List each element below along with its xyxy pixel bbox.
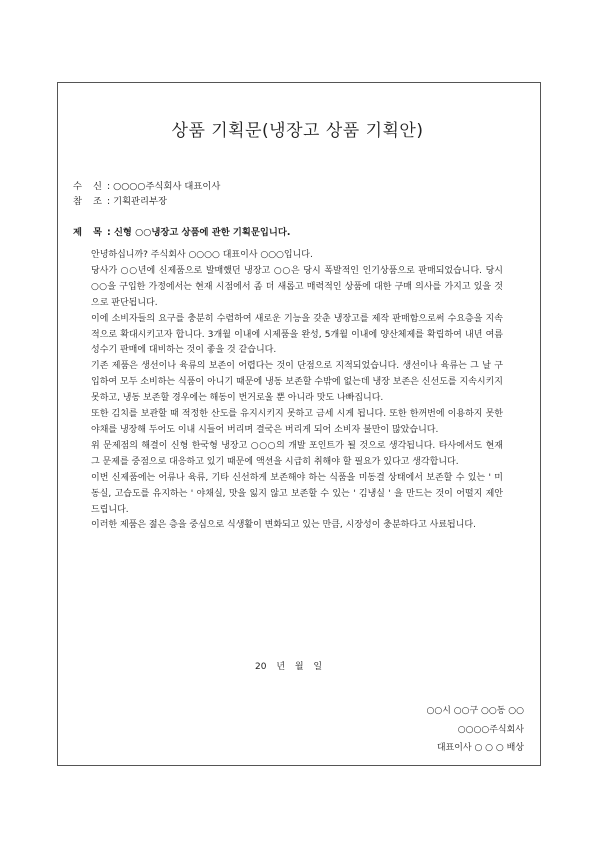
paragraph: 위 문제점의 해결이 신형 한국형 냉장고 ○○○의 개발 포인트가 될 것으로 생각됩니다. 타사에서도 현재 그 문제를 중점으로 대응하고 있기 때문에 액션을 시급히 취해야 할 필요가 있다고 생각합니다. bbox=[91, 440, 503, 467]
signature-company: ○○○○주식회사 bbox=[457, 725, 524, 735]
paragraph: 또한 김치를 보관할 때 적정한 산도를 유지시키지 못하고 금세 시게 됩니다. 또한 한꺼번에 이용하지 못한 야채를 냉장해 두어도 이내 시들어 버리며 결국은 버리게 되어 소비자 불만이 많았습니다. bbox=[91, 409, 503, 435]
recipient-key-a: 수 bbox=[73, 181, 82, 192]
subject-value: : 신형 ○○냉장고 상품에 관한 기획문입니다. bbox=[107, 227, 291, 238]
date-line: 20 년 월 일 bbox=[255, 662, 323, 672]
paragraph: 이에 소비자들의 요구를 충분히 수렴하여 새로운 기능을 갖춘 냉장고를 제작 판매함으로써 수요층을 지속적으로 확대시키고자 합니다. 3개월 이내에 시제품을 완성, 5개월 이내에 양산체제를 확립하여 내년 여름 성수기 판매에 대비하는 것이 좋을 것 같습니다. bbox=[91, 313, 503, 356]
signature-address: ○○시 ○○구 ○○동 ○○ bbox=[426, 706, 524, 716]
paragraph: 이러한 제품은 젊은 층을 중심으로 식생활이 변화되고 있는 만큼, 시장성이 충분하다고 사료됩니다. bbox=[91, 520, 476, 531]
paragraph: 당사가 ○○년에 신제품으로 발매했던 냉장고 ○○은 당시 폭발적인 인기상품으로 판매되었습니다. 당시 ○○을 구입한 가정에서는 현재 시점에서 좀 더 새롭고 매력적인 상품에 대한 구매 의사를 가지고 있을 것으로 판단됩니다. bbox=[91, 265, 503, 308]
paragraph: 이번 신제품에는 어류나 육류, 기타 신선하게 보존해야 하는 식품을 미동결 상태에서 보존할 수 있는 ' 미동실, 고습도를 유지하는 ' 야채실, 맛을 잃지 않고 보존할 수 있는 ' 김냉실 ' 을 만드는 것이 어떨지 제안드립니다. bbox=[91, 472, 503, 515]
paragraph: 기존 제품은 생선이나 육류의 보존이 어렵다는 것이 단점으로 지적되었습니다. 생선이나 육류는 그 날 구입하여 모두 소비하는 식품이 아니기 때문에 냉동 보존할 수밖에 없는데 냉장 보존은 신선도를 지속시키지 못하고, 냉동 보존할 경우에는 해동이 번거로울 뿐 아니라 맛도 나빠집니다. bbox=[91, 361, 503, 404]
document-title: 상품 기획문(냉장고 상품 기획안) bbox=[171, 121, 424, 141]
letter-body bbox=[91, 248, 503, 534]
signature-ceo: 대표이사 ○ ○ ○ 배상 bbox=[436, 743, 524, 753]
reference-row bbox=[73, 193, 167, 207]
paragraph-greeting: 안녕하십니까? 주식회사 ○○○○ 대표이사 ○○○입니다. bbox=[91, 250, 313, 260]
reference-value: : 기획관리부장 bbox=[107, 196, 167, 207]
reference-key-b: 조 bbox=[93, 196, 102, 207]
recipient-row bbox=[73, 178, 220, 192]
subject-row bbox=[73, 224, 290, 238]
subject-key-b: 목 bbox=[93, 227, 102, 238]
recipient-value: : ○○○○주식회사 대표이사 bbox=[107, 181, 221, 192]
recipient-key-b: 신 bbox=[93, 181, 102, 192]
reference-key-a: 참 bbox=[73, 196, 82, 207]
subject-key-a: 제 bbox=[73, 227, 82, 238]
